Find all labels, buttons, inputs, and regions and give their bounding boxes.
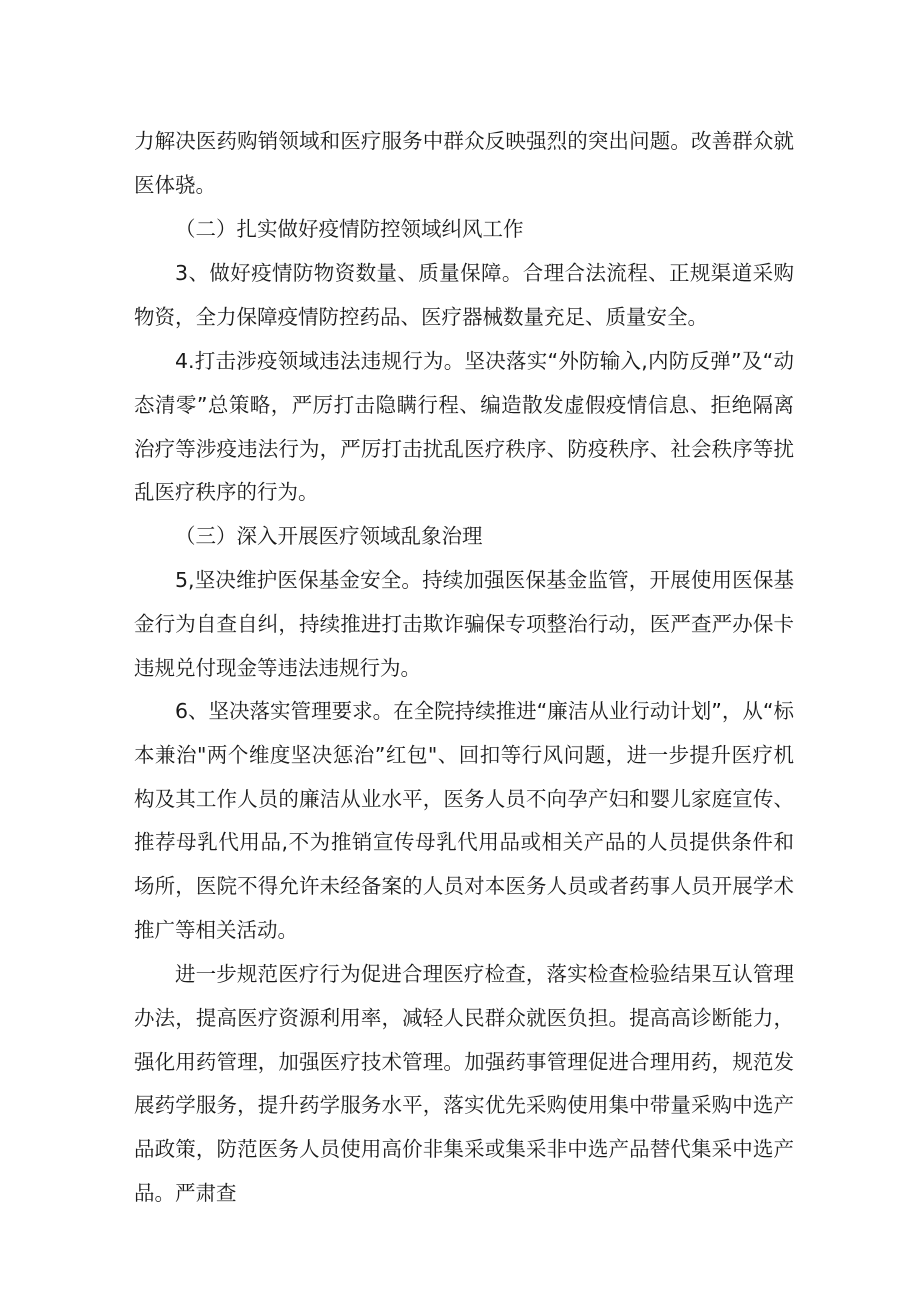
paragraph-item-3: 3、做好疫情防物资数量、质量保障。合理合法流程、正规渠道采购物资，全力保障疫情防控药品、医疗器械数量充足、质量安全。 [134, 261, 794, 329]
paragraph-item-6: 6、坚决落实管理要求。在全院持续推进“廉洁从业行动计划”，从“标本兼治"两个维度坚决惩治”红包"、回扣等行风问题，进一步提升医疗机构及其工作人员的廉洁从业水平，医务人员不向孕产妇和婴儿家庭宣传、推荐母乳代用品,不为推销宣传母乳代用品或相关产品的人员提供条件和场所，医院不得允许未经备案的人员对本医务人员或者药事人员开展学术推广等相关活动。 [134, 699, 794, 942]
paragraph-continuation: 力解决医药购销领域和医疗服务中群众反映强烈的突出问题。改善群众就医体骁。 [134, 129, 794, 197]
section-heading-3: （三）深入开展医疗领域乱象治理 [175, 524, 483, 548]
section-heading-2: （二）扎实做好疫情防控领域纠风工作 [175, 217, 524, 241]
paragraph-medical-regulation: 进一步规范医疗行为促进合理医疗检查，落实检查检验结果互认管理办法，提高医疗资源利用率，减轻人民群众就医负担。提高高诊断能力，强化用药管理，加强医疗技术管理。加强药事管理促进合理用药，规范发展药学服务，提升药学服务水平，落实优先采购使用集中带量采购中选产品政策，防范医务人员使用高价非集采或集采非中选产品替代集采中选产品。严肃查 [134, 962, 794, 1205]
paragraph-item-4: 4.打击涉疫领域违法违规行为。坚决落实“外防输入,内防反弹”及“动态清零”总策略，严厉打击隐瞒行程、编造散发虚假疫情信息、拒绝隔离治疗等涉疫违法行为，严厉打击扰乱医疗秩序、防疫秩序、社会秩序等扰乱医疗秩序的行为。 [134, 349, 794, 505]
paragraph-item-5: 5,坚决维护医保基金安全。持续加强医保基金监管，开展使用医保基金行为自查自纠，持续推进打击欺诈骗保专项整治行动，医严查严办保卡违规兑付现金等违法违规行为。 [134, 568, 794, 680]
